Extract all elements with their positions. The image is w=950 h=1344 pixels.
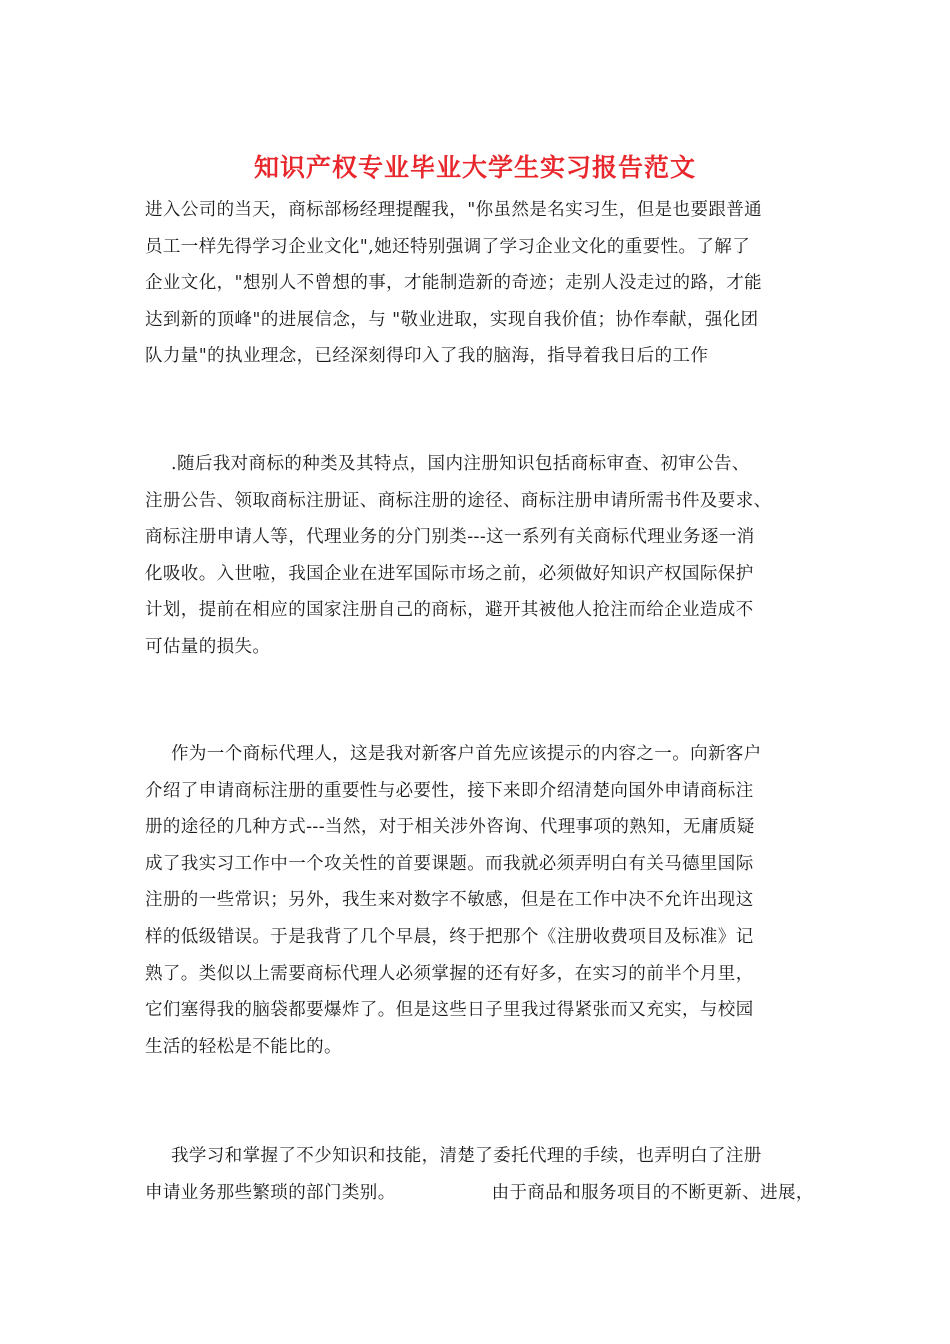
paragraph-line: 注册公告、领取商标注册证、商标注册的途径、商标注册申请所需书件及要求、 bbox=[145, 490, 772, 511]
paragraph-line: 样的低级错误。于是我背了几个早晨，终于把那个《注册收费项目及标准》记 bbox=[145, 926, 754, 947]
paragraph-line: 员工一样先得学习企业文化",她还特别强调了学习企业文化的重要性。了解了 bbox=[145, 236, 751, 257]
paragraph-line bbox=[145, 1175, 815, 1212]
paragraph-1 bbox=[145, 192, 815, 375]
paragraph-line: 它们塞得我的脑袋都要爆炸了。但是这些日子里我过得紧张而又充实，与校园 bbox=[145, 1000, 754, 1021]
paragraph-line: 成了我实习工作中一个攻关性的首要课题。而我就必须弄明白有关马德里国际 bbox=[145, 853, 754, 874]
paragraph-2 bbox=[145, 446, 815, 666]
paragraph-line: .随后我对商标的种类及其特点，国内注册知识包括商标审查、初审公告、 bbox=[171, 454, 750, 474]
paragraph-line: 企业文化，"想别人不曾想的事，才能制造新的奇迹；走别人没走过的路，才能 bbox=[145, 273, 763, 294]
paragraph-line: 可估量的损失。 bbox=[145, 636, 271, 657]
paragraph-line-part: 申请业务那些繁琐的部门类别。 bbox=[145, 1182, 396, 1203]
paragraph-line-part: 由于商品和服务项目的不断更新、进展， bbox=[491, 1182, 814, 1203]
document-title: 知识产权专业毕业大学生实习报告范文 bbox=[253, 153, 696, 182]
paragraph-4 bbox=[145, 1138, 815, 1211]
paragraph-line: 作为一个商标代理人，这是我对新客户首先应该提示的内容之一。向新客户 bbox=[171, 744, 762, 764]
paragraph-line: 化吸收。入世啦，我国企业在进军国际市场之前，必须做好知识产权国际保护 bbox=[145, 563, 754, 584]
paragraph-line: 介绍了申请商标注册的重要性与必要性，接下来即介绍清楚向国外申请商标注 bbox=[145, 780, 754, 801]
paragraph-line: 注册的一些常识；另外，我生来对数字不敏感，但是在工作中决不允许出现这 bbox=[145, 890, 754, 911]
paragraph-line: 熟了。类似以上需要商标代理人必须掌握的还有好多，在实习的前半个月里， bbox=[145, 963, 754, 984]
paragraph-line: 商标注册申请人等，代理业务的分门别类---这一系列有关商标代理业务逐一消 bbox=[145, 527, 755, 548]
paragraph-line: 我学习和掌握了不少知识和技能，清楚了委托代理的手续，也弄明白了注册 bbox=[171, 1146, 762, 1166]
paragraph-line: 计划，提前在相应的国家注册自己的商标，避开其被他人抢注而给企业造成不 bbox=[145, 600, 754, 621]
paragraph-line: 册的途径的几种方式---当然，对于相关涉外咨询、代理事项的熟知，无庸质疑 bbox=[145, 817, 755, 838]
paragraph-line: 进入公司的当天，商标部杨经理提醒我，"你虽然是名实习生，但是也要跟普通 bbox=[145, 200, 763, 220]
paragraph-3 bbox=[145, 736, 815, 1065]
paragraph-line: 队力量"的执业理念，已经深刻得印入了我的脑海，指导着我日后的工作 bbox=[145, 346, 709, 367]
paragraph-line: 生活的轻松是不能比的。 bbox=[145, 1036, 342, 1057]
paragraph-line: 达到新的顶峰"的进展信念，与 "敬业进取，实现自我价值；协作奉献，强化团 bbox=[145, 309, 759, 330]
